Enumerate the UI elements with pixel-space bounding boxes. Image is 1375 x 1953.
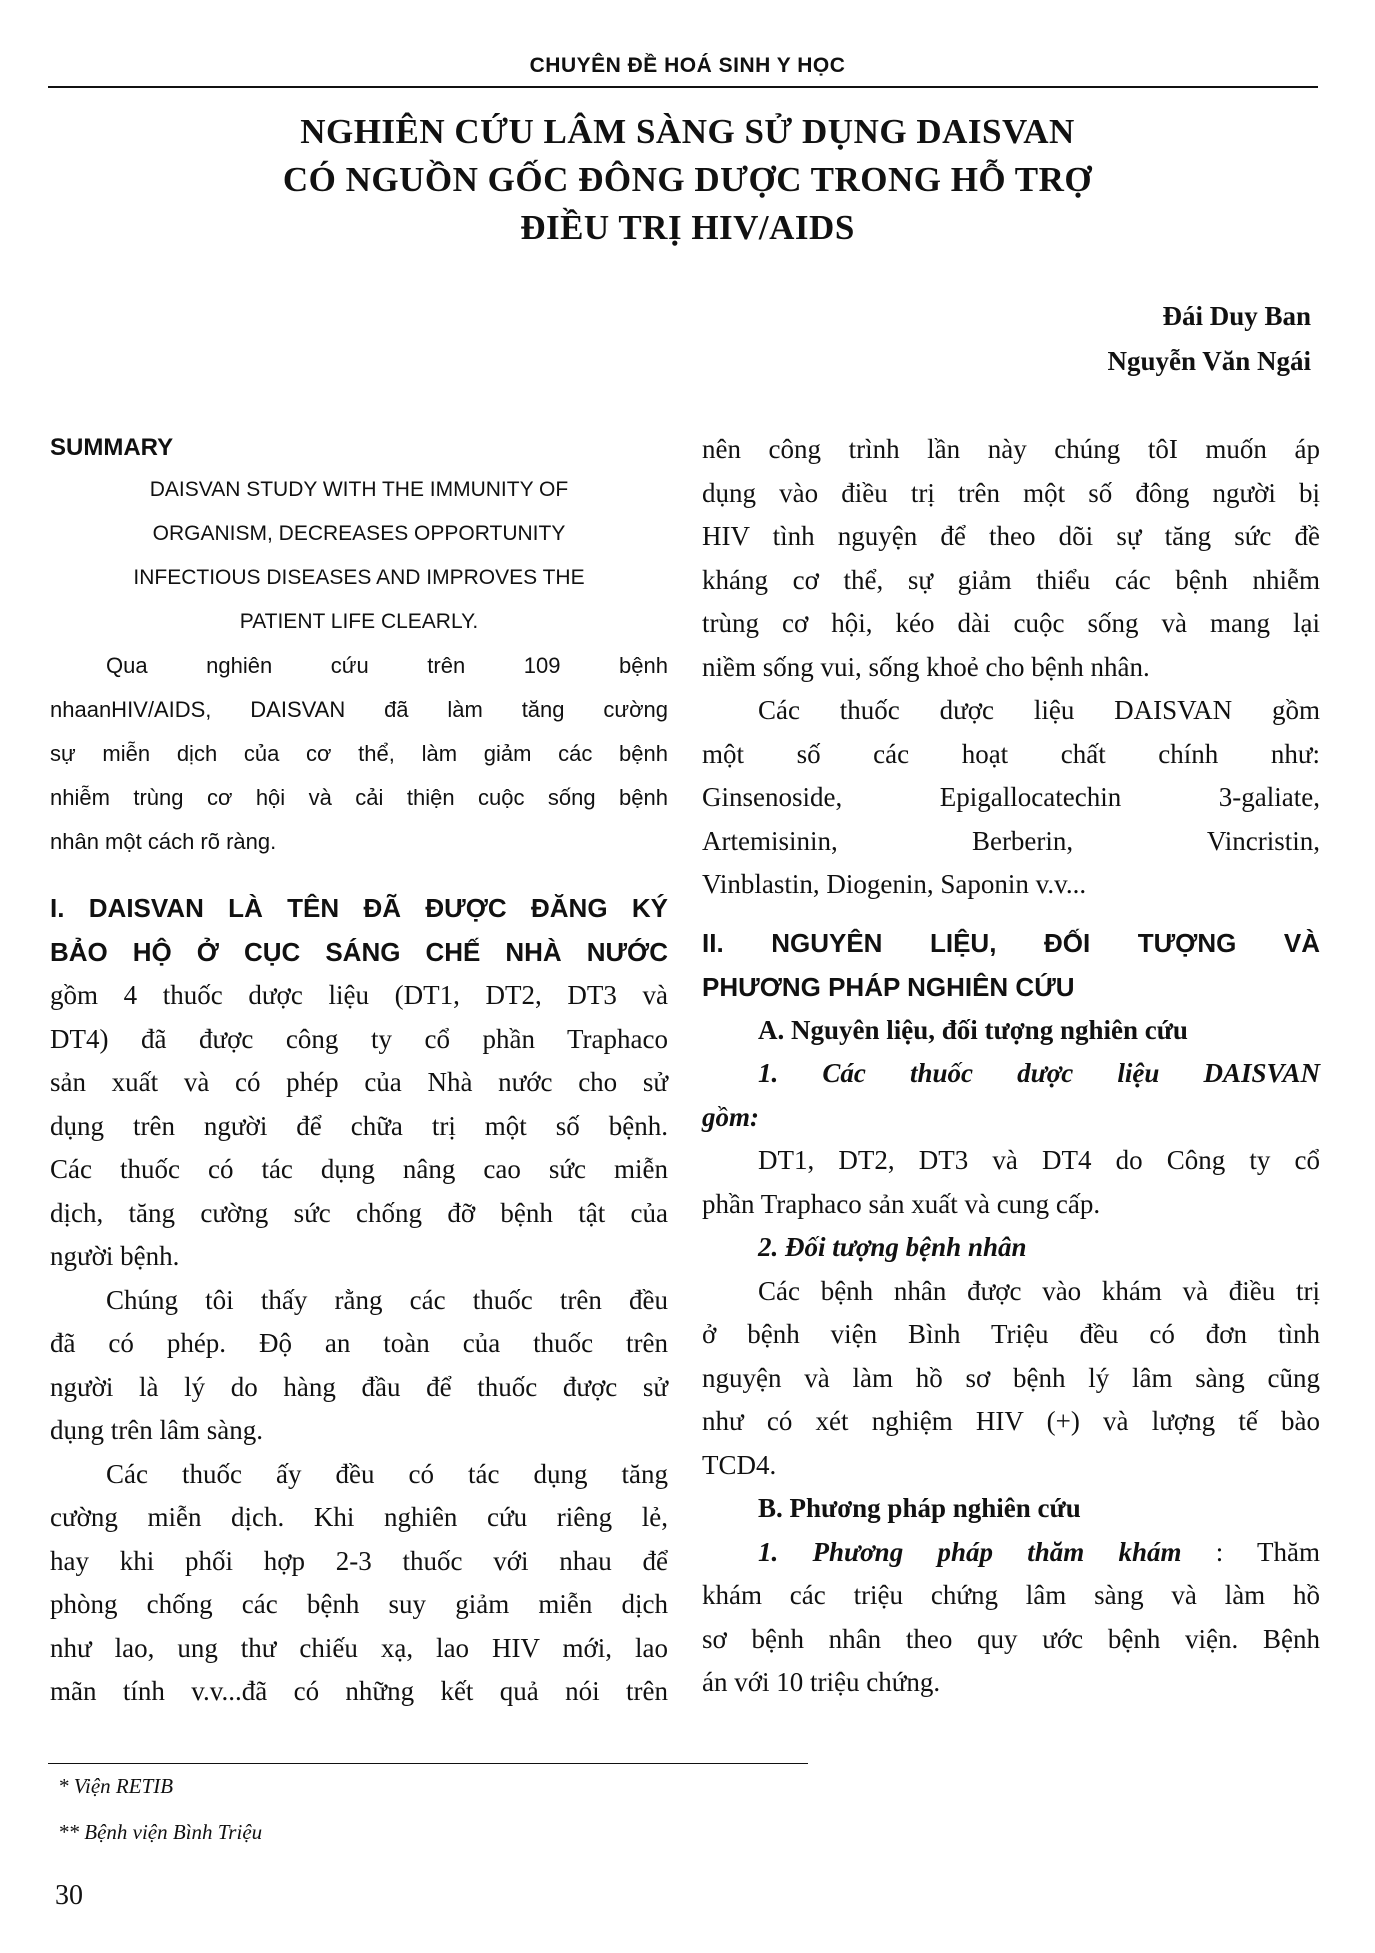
summary-en-line: PATIENT LIFE CLEARLY. — [239, 610, 479, 633]
text-line: TCD4. — [702, 1449, 777, 1480]
text-line: niềm sống vui, sống khoẻ cho bệnh nhân. — [702, 651, 1150, 682]
title-line: CÓ NGUỒN GỐC ĐÔNG DƯỢC TRONG HỖ TRỢ — [282, 160, 1093, 199]
author-name: Nguyễn Văn Ngái — [1107, 346, 1311, 376]
paragraph — [702, 428, 1320, 689]
author-name: Đái Duy Ban — [1162, 301, 1311, 331]
text-line: dụng vào điều trị trên một số đông người bị — [702, 477, 1320, 508]
text-line: kháng cơ thể, sự giảm thiểu các bệnh nhiễm — [702, 564, 1320, 595]
running-head: CHUYÊN ĐỀ HOÁ SINH Y HỌC — [529, 54, 846, 77]
header-rule — [48, 86, 1318, 88]
text-line: phòng chống các bệnh suy giảm miễn dịch — [50, 1589, 668, 1619]
paragraph — [702, 1139, 1320, 1226]
text-line — [702, 1531, 1320, 1575]
title-line: NGHIÊN CỨU LÂM SÀNG SỬ DỤNG DAISVAN — [300, 112, 1075, 151]
text-line: trùng cơ hội, kéo dài cuộc sống và mang lại — [702, 608, 1320, 638]
summary-en-line: ORGANISM, DECREASES OPPORTUNITY — [152, 522, 566, 545]
left-column — [50, 428, 668, 1714]
text-line: sản xuất và có phép của Nhà nước cho sử — [50, 1067, 668, 1097]
text-line: ở bệnh viện Bình Triệu đều có đơn tình — [702, 1319, 1320, 1349]
text-line: đã có phép. Độ an toàn của thuốc trên — [50, 1328, 668, 1358]
summary-english — [50, 468, 668, 644]
text-line: án với 10 triệu chứng. — [702, 1667, 941, 1697]
text-line: dụng trên lâm sàng. — [50, 1415, 263, 1445]
section-heading-2: PHƯƠNG PHÁP NGHIÊN CỨU — [702, 971, 1075, 1002]
text-line: khám các triệu chứng lâm sàng và làm hồ — [702, 1580, 1320, 1610]
footnote: ** Bệnh viện Bình Triệu — [58, 1820, 263, 1844]
section-heading-1: BẢO HỘ Ở CỤC SÁNG CHẾ NHÀ NƯỚC — [50, 937, 668, 967]
text-line: như có xét nghiệm HIV (+) và lượng tế bào — [702, 1406, 1320, 1436]
text-line: một số các hoạt chất chính như: — [702, 738, 1320, 769]
summary-vi-line: nhaanHIV/AIDS, DAISVAN đã làm tăng cường — [50, 697, 668, 722]
footnote-rule — [48, 1763, 808, 1764]
section-heading-1: I. DAISVAN LÀ TÊN ĐÃ ĐƯỢC ĐĂNG KÝ — [50, 893, 668, 923]
paragraph — [702, 1574, 1320, 1705]
summary-en-line: INFECTIOUS DISEASES AND IMPROVES THE — [133, 566, 585, 589]
text-line: Vinblastin, Diogenin, Saponin v.v... — [702, 869, 1087, 899]
subheading-1: 1. Các thuốc dược liệu DAISVAN — [758, 1058, 1320, 1088]
paragraph — [50, 974, 668, 1279]
text-line: cường miễn dịch. Khi nghiên cứu riêng lẻ, — [50, 1502, 668, 1532]
authors — [1107, 294, 1311, 384]
text-line: dụng trên người để chữa trị một số bệnh. — [50, 1110, 668, 1141]
text-line: mãn tính v.v...đã có những kết quả nói trên — [50, 1676, 668, 1706]
text-line: DT1, DT2, DT3 và DT4 do Công ty cổ — [758, 1145, 1320, 1175]
text-line: người là lý do hàng đầu để thuốc được sử — [50, 1371, 668, 1402]
text-line: phần Traphaco sản xuất và cung cấp. — [702, 1188, 1101, 1219]
text-line: Artemisinin, Berberin, Vincristin, — [702, 825, 1320, 856]
text-line: nên công trình lần này chúng tôI muốn áp — [702, 434, 1320, 464]
text-line: Ginsenoside, Epigallocatechin 3-galiate, — [702, 782, 1320, 812]
text-line: hay khi phối hợp 2-3 thuốc với nhau để — [50, 1545, 668, 1576]
summary-vi-line: nhiễm trùng cơ hội và cải thiện cuộc sống bệnh — [50, 785, 668, 810]
summary-vietnamese — [50, 644, 668, 864]
subheading-2: 2. Đối tượng bệnh nhân — [758, 1232, 1027, 1262]
text-line: Các thuốc dược liệu DAISVAN gồm — [758, 695, 1320, 725]
text-line: Các thuốc có tác dụng nâng cao sức miễn — [50, 1154, 668, 1184]
text-line: HIV tình nguyện để theo dõi sự tăng sức đề — [702, 521, 1320, 551]
subheading-3: 1. Phương pháp thăm khám — [758, 1536, 1182, 1567]
text-line: Các bệnh nhân được vào khám và điều trị — [758, 1275, 1320, 1306]
summary-vi-line: sự miễn dịch của cơ thể, làm giảm các bệnh — [50, 741, 668, 766]
page-number: 30 — [55, 1880, 83, 1911]
section-heading-2: II. NGUYÊN LIỆU, ĐỐI TƯỢNG VÀ — [702, 927, 1320, 958]
paragraph — [50, 1279, 668, 1453]
text-line: như lao, ung thư chiếu xạ, lao HIV mới, lao — [50, 1632, 668, 1663]
text-line: nguyện và làm hồ sơ bệnh lý lâm sàng cũng — [702, 1362, 1320, 1393]
text-fragment: : Thăm — [1181, 1536, 1320, 1567]
text-line: Các thuốc ấy đều có tác dụng tăng — [106, 1458, 668, 1489]
text-line: người bệnh. — [50, 1241, 180, 1271]
title-line: ĐIỀU TRỊ HIV/AIDS — [520, 208, 855, 247]
right-column — [702, 428, 1320, 1705]
text-line: sơ bệnh nhân theo quy ước bệnh viện. Bệnh — [702, 1623, 1320, 1654]
summary-en-line: DAISVAN STUDY WITH THE IMMUNITY OF — [149, 478, 569, 501]
paragraph — [702, 689, 1320, 907]
text-line: dịch, tăng cường sức chống đỡ bệnh tật của — [50, 1197, 668, 1228]
text-line: DT4) đã được công ty cổ phần Traphaco — [50, 1023, 668, 1054]
paragraph — [702, 1270, 1320, 1488]
summary-vi-line: nhân một cách rõ ràng. — [50, 829, 277, 854]
text-line: Chúng tôi thấy rằng các thuốc trên đều — [106, 1284, 668, 1315]
summary-vi-line: Qua nghiên cứu trên 109 bệnh — [106, 653, 668, 678]
subheading-b: B. Phương pháp nghiên cứu — [758, 1493, 1081, 1523]
article-title — [100, 108, 1275, 252]
subheading-1: gồm: — [702, 1101, 759, 1132]
summary-heading: SUMMARY — [50, 434, 174, 461]
paragraph — [50, 1453, 668, 1714]
footnote: * Viện RETIB — [58, 1774, 174, 1798]
text-line: gồm 4 thuốc dược liệu (DT1, DT2, DT3 và — [50, 980, 668, 1010]
subheading-a: A. Nguyên liệu, đối tượng nghiên cứu — [758, 1014, 1188, 1045]
